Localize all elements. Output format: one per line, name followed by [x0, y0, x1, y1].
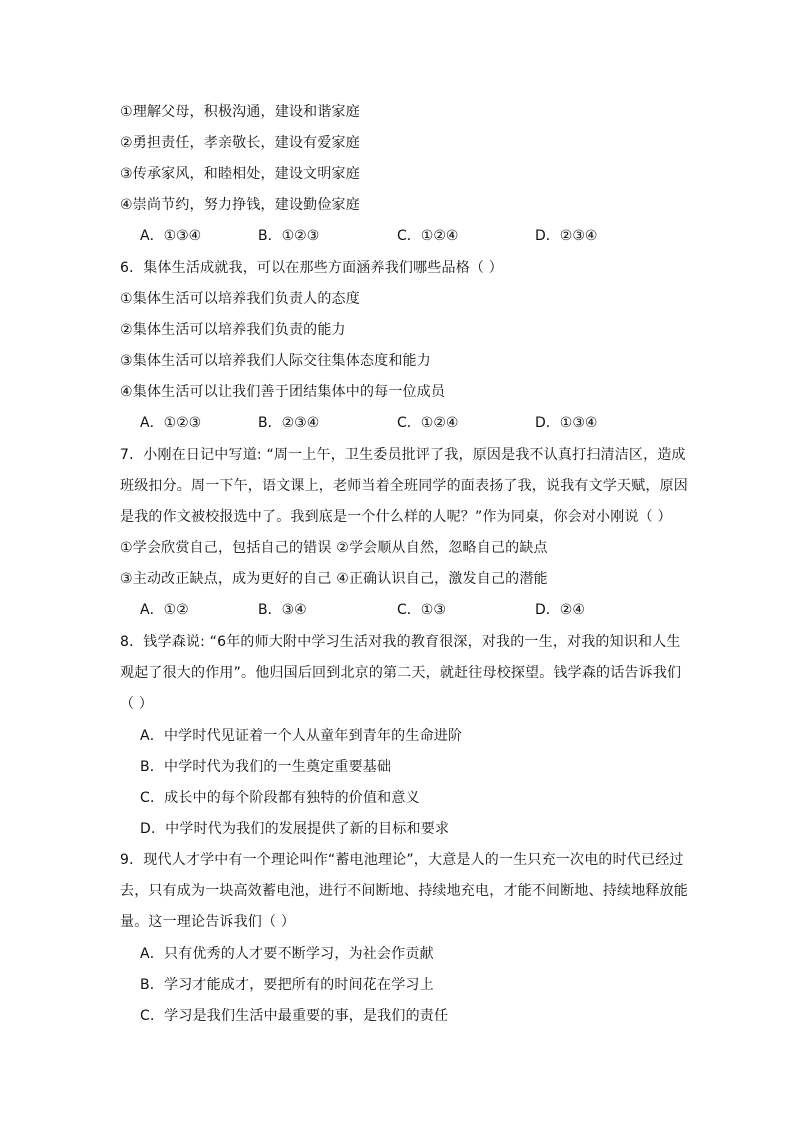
q6-option-a[interactable]: A．①②③ — [140, 415, 202, 431]
q6-item-4: ④集体生活可以让我们善于团结集体中的每一位成员 — [120, 384, 446, 400]
q8-stem-line-3: （ ） — [120, 696, 154, 712]
q7-option-a[interactable]: A．①② — [140, 602, 189, 618]
q9-stem-line-3: 量。这一理论告诉我们（ ） — [120, 914, 296, 930]
q6-stem: 6．集体生活成就我，可以在那些方面涵养我们哪些品格（ ） — [120, 260, 503, 276]
q9-option-b[interactable]: B．学习才能成才，要把所有的时间花在学习上 — [140, 977, 434, 993]
q7-items-row-1: ①学会欣赏自己，包括自己的错误 ②学会顺从自然，忽略自己的缺点 — [120, 540, 548, 556]
q9-option-a[interactable]: A．只有优秀的人才要不断学习，为社会作贡献 — [140, 946, 434, 962]
q7-stem-line-1: 7．小刚在日记中写道: “周一上午，卫生委员批评了我，原因是我不认真打扫清洁区，造成 — [120, 447, 686, 463]
q7-items-row-2: ③主动改正缺点，成为更好的自己 ④正确认识自己，激发自己的潜能 — [120, 571, 548, 587]
q7-option-b[interactable]: B．③④ — [258, 602, 307, 618]
q5-item-1: ①理解父母，积极沟通，建设和谐家庭 — [120, 104, 360, 120]
q9-stem-line-2: 去，只有成为一块高效蓄电池，进行不间断地、持续地充电，才能不间断地、持续地释放能 — [120, 883, 688, 899]
q5-option-c[interactable]: C．①②④ — [397, 228, 459, 244]
q5-item-4: ④崇尚节约，努力挣钱，建设勤俭家庭 — [120, 197, 360, 213]
q7-stem-line-3: 是我的作文被校报选中了。我到底是一个什么样的人呢？”作为同桌，你会对小刚说（ ） — [120, 509, 672, 525]
q5-option-d[interactable]: D．②③④ — [535, 228, 598, 244]
q8-option-a[interactable]: A．中学时代见证着一个人从童年到青年的生命进阶 — [140, 728, 463, 744]
q8-option-d[interactable]: D．中学时代为我们的发展提供了新的目标和要求 — [140, 821, 450, 837]
q5-item-3: ③传承家风，和睦相处，建设文明家庭 — [120, 166, 360, 182]
q5-item-2: ②勇担责任，孝亲敬长，建设有爱家庭 — [120, 135, 360, 151]
q6-option-c[interactable]: C．①②④ — [397, 415, 459, 431]
q8-option-b[interactable]: B．中学时代为我们的一生奠定重要基础 — [140, 759, 392, 775]
q8-option-c[interactable]: C．成长中的每个阶段都有独特的价值和意义 — [140, 790, 420, 806]
q6-item-1: ①集体生活可以培养我们负责人的态度 — [120, 291, 360, 307]
q7-option-d[interactable]: D．②④ — [535, 602, 585, 618]
q9-stem-line-1: 9．现代人才学中有一个理论叫作“蓄电池理论”，大意是人的一生只充一次电的时代已经过 — [120, 852, 684, 868]
q8-stem-line-1: 8．钱学森说: “6年的师大附中学习生活对我的教育很深，对我的一生，对我的知识和人生 — [120, 634, 681, 650]
q6-option-b[interactable]: B．②③④ — [258, 415, 320, 431]
q5-option-b[interactable]: B．①②③ — [258, 228, 320, 244]
q7-option-c[interactable]: C．①③ — [397, 602, 446, 618]
q8-stem-line-2: 观起了很大的作用”。他归国后回到北京的第二天，就赶往母校探望。钱学森的话告诉我们 — [120, 665, 682, 681]
q6-item-3: ③集体生活可以培养我们人际交往集体态度和能力 — [120, 353, 431, 369]
q9-option-c[interactable]: C．学习是我们生活中最重要的事，是我们的责任 — [140, 1008, 449, 1024]
q6-item-2: ②集体生活可以培养我们负责的能力 — [120, 322, 346, 338]
q6-option-d[interactable]: D．①③④ — [535, 415, 598, 431]
q5-option-a[interactable]: A．①③④ — [140, 228, 202, 244]
q7-stem-line-2: 班级扣分。周一下午，语文课上，老师当着全班同学的面表扬了我，说我有文学天赋，原因 — [120, 478, 688, 494]
